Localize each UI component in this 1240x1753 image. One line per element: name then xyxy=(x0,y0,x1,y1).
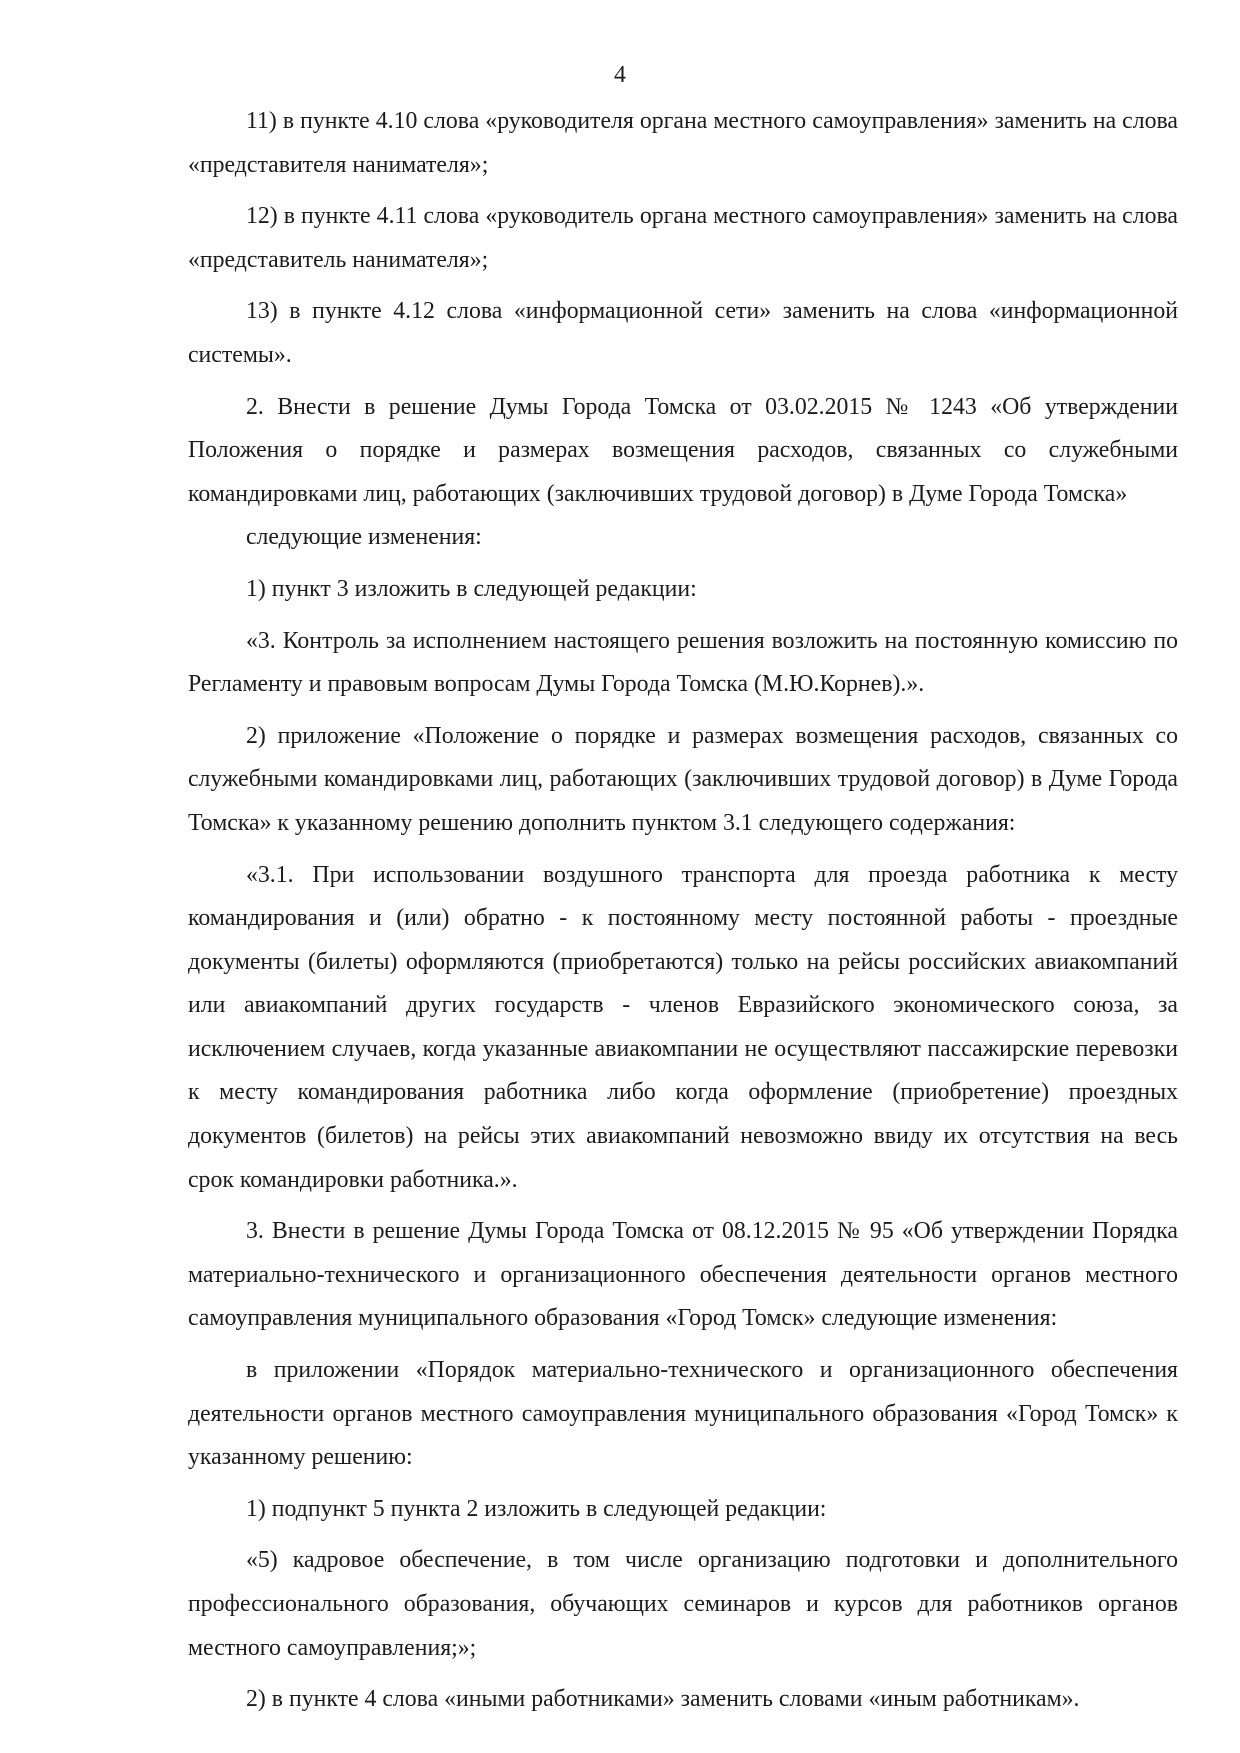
paragraph-section-2-item-2: 2) приложение «Положение о порядке и размерах возмещения расходов, связанных со служебными командировками лиц, работающих (заключивших трудовой договор) в Думе Города Томска» к указанному решению дополнить пунктом 3.1 следующего содержания: xyxy=(188,722,1178,836)
paragraph-section-3-item-2: 2) в пункте 4 слова «иными работниками» заменить словами «иным работникам». xyxy=(246,1686,1080,1713)
page-number: 4 xyxy=(614,62,626,88)
paragraph-item-12: 12) в пункте 4.11 слова «руководитель органа местного самоуправления» заменить на слова «представитель нанимателя»; xyxy=(188,203,1178,273)
paragraph-section-2: 2. Внести в решение Думы Города Томска от 03.02.2015 № 1243 «Об утверждении Положения о порядке и размерах возмещения расходов, связанных со служебными командировками лиц, работающих (заключивших трудовой договор) в Думе Города Томска» xyxy=(188,393,1178,507)
paragraph-section-2-item-1-text: «3. Контроль за исполнением настоящего решения возложить на постоянную комиссию по Регламенту и правовым вопросам Думы Города Томска (М.Ю.Корнев).». xyxy=(188,627,1178,698)
paragraph-item-11: 11) в пункте 4.10 слова «руководителя органа местного самоуправления» заменить на слова «представителя нанимателя»; xyxy=(188,108,1178,178)
paragraph-section-3: 3. Внести в решение Думы Города Томска от 08.12.2015 № 95 «Об утверждении Порядка материально-технического и организационного обеспечения деятельности органов местного самоуправления муниципального образования «Город Томск» следующие изменения: xyxy=(188,1218,1178,1332)
paragraph-section-2-item-1: 1) пункт 3 изложить в следующей редакции: xyxy=(246,575,697,602)
paragraph-section-2-changes: следующие изменения: xyxy=(246,524,482,551)
document-body xyxy=(188,100,1178,1730)
paragraph-clause-3-1: «3.1. При использовании воздушного транспорта для проезда работника к месту командирования и (или) обратно - к постоянному месту постоянной работы - проездные документы (билеты) оформляются (приобретаются) только на рейсы российских авиакомпаний или авиакомпаний других государств - членов Евразийского экономического союза, за исключением случаев, когда указанные авиакомпании не осуществляют пассажирские перевозки к месту командирования работника либо когда оформление (приобретение) проездных документов (билетов) на рейсы этих авиакомпаний невозможно ввиду их отсутствия на весь срок командировки работника.». xyxy=(188,861,1178,1193)
paragraph-subclause-5: «5) кадровое обеспечение, в том числе организацию подготовки и дополнительного профессионального образования, обучающих семинаров и курсов для работников органов местного самоуправления;»; xyxy=(188,1547,1178,1661)
paragraph-section-3-item-1: 1) подпункт 5 пункта 2 изложить в следующей редакции: xyxy=(246,1495,827,1522)
paragraph-item-13: 13) в пункте 4.12 слова «информационной сети» заменить на слова «информационной системы». xyxy=(188,298,1178,368)
paragraph-section-3-appendix: в приложении «Порядок материально-технического и организационного обеспечения деятельности органов местного самоуправления муниципального образования «Город Томск» к указанному решению: xyxy=(188,1357,1178,1471)
